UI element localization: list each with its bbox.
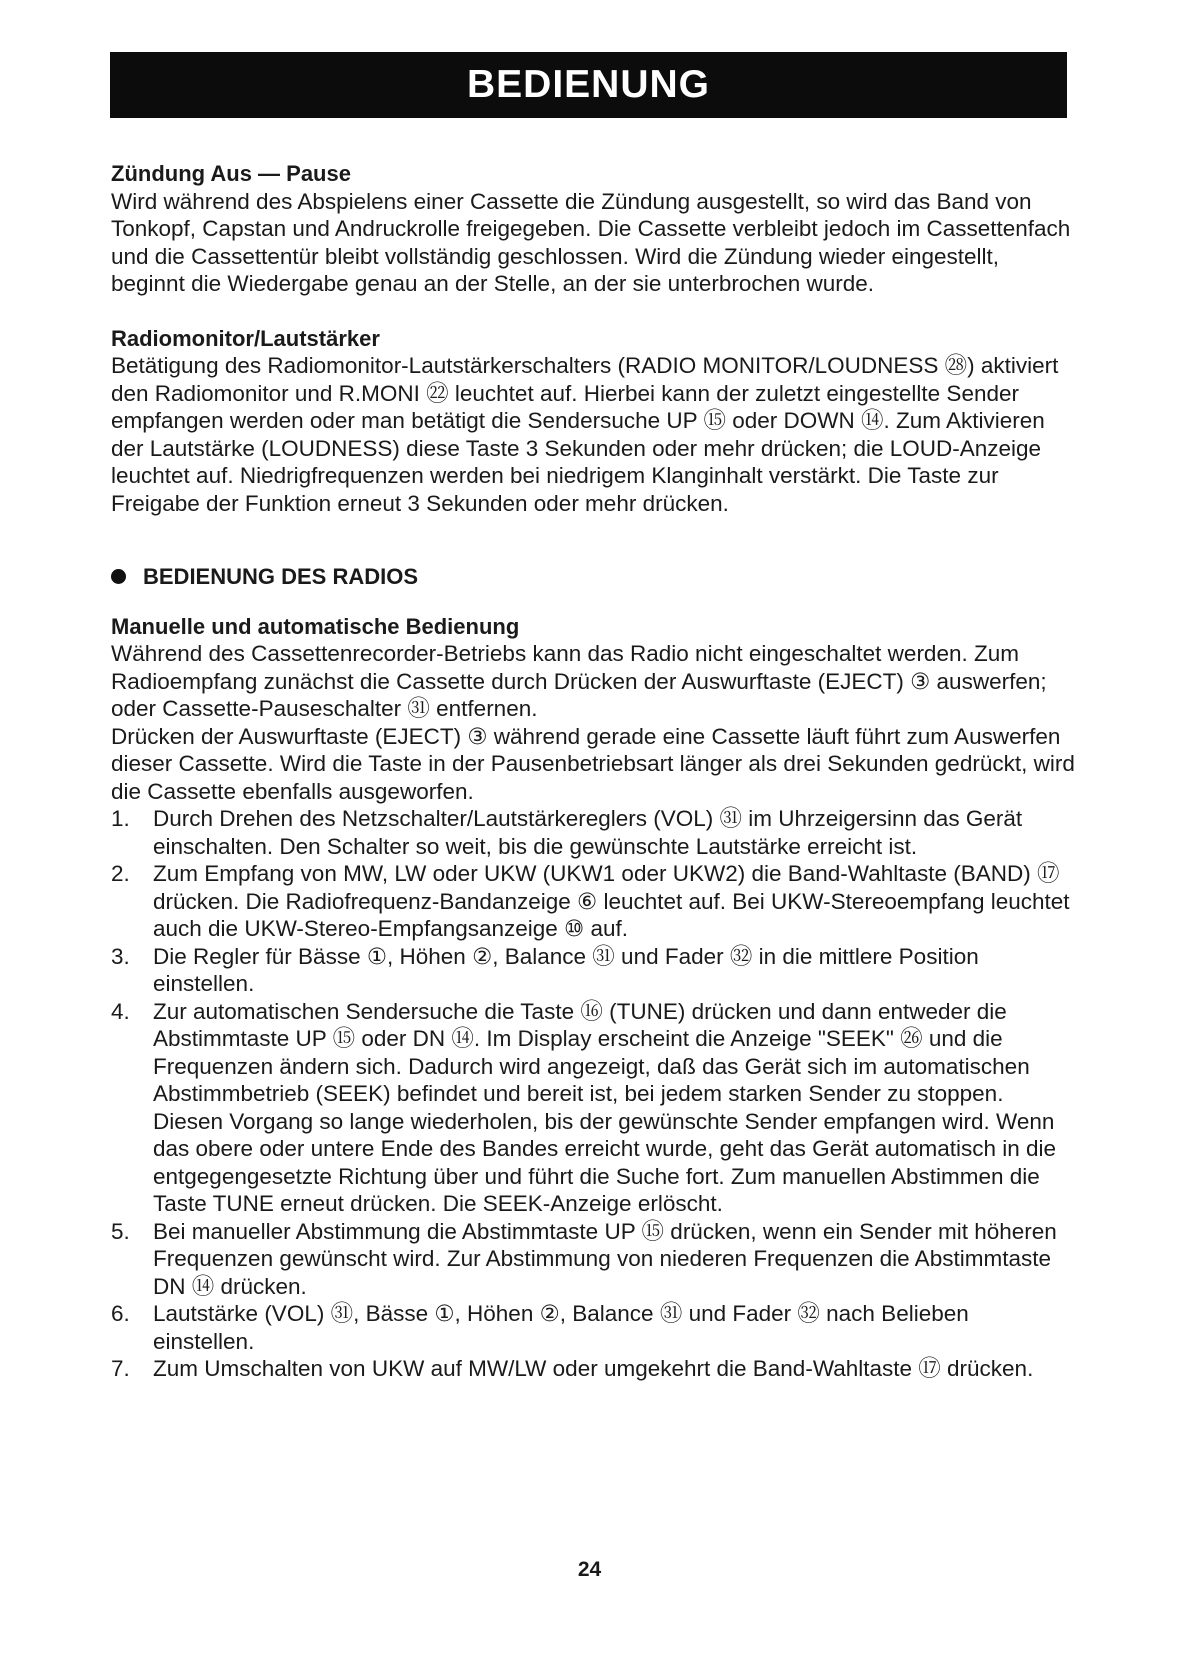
radio-section-title bbox=[111, 563, 1076, 591]
page-content bbox=[111, 160, 1076, 1383]
list-item bbox=[111, 1355, 1076, 1383]
section-heading-ignition: Zündung Aus — Pause bbox=[111, 161, 351, 186]
step-text: Zum Umschalten von UKW auf MW/LW oder umgekehrt die Band-Wahltaste ⑰ drücken. bbox=[153, 1356, 1034, 1381]
radio-subheading: Manuelle und automatische Bedienung bbox=[111, 613, 520, 639]
page-title: BEDIENUNG bbox=[466, 63, 711, 106]
step-number: 3. bbox=[111, 943, 130, 969]
page-number: 24 bbox=[577, 1558, 602, 1581]
radio-section-title-text: BEDIENUNG DES RADIOS bbox=[143, 564, 419, 589]
list-item bbox=[111, 860, 1076, 943]
step-text: Zur automatischen Sendersuche die Taste ⑯ (TUNE) drücken und dann entweder die Abstimmtaste UP ⑮ oder DN ⑭. Im Display erscheint die Anzeige "SEEK" ㉖ und die Frequenzen ändern sich. Dadurch wird angezeigt, daß das Gerät sich im automatischen Abstimmbetrieb (SEEK) befindet und bereit ist, bei jedem starken Sender zu stoppen. Diesen Vorgang so lange wiederholen, bis der gewünschte Sender empfangen wird. Wenn das obere oder untere Ende des Bandes erreicht wurde, geht das Gerät automatisch in die entgegengesetzte Richtung über und führt die Suche fort. Zum manuellen Abstimmen die Taste TUNE erneut drücken. Die SEEK-Anzeige erlöscht. bbox=[153, 998, 1057, 1216]
section-heading-radiomonitor: Radiomonitor/Lautstärker bbox=[111, 325, 380, 351]
list-item bbox=[111, 1300, 1076, 1355]
step-number: 1. bbox=[111, 806, 130, 831]
step-number: 2. bbox=[111, 861, 130, 886]
section-header-bar bbox=[110, 52, 1067, 118]
step-text: Bei manueller Abstimmung die Abstimmtaste UP ⑮ drücken, wenn ein Sender mit höheren Frequenzen gewünscht wird. Zur Abstimmung von niederen Frequenzen die Abstimmtaste DN ⑭ drücken. bbox=[153, 1218, 1057, 1299]
step-text: Die Regler für Bässe ①, Höhen ②, Balance ㉛ und Fader ㉜ in die mittlere Position einstellen. bbox=[153, 943, 979, 996]
step-number: 7. bbox=[111, 1356, 130, 1381]
radio-paragraph: Drücken der Auswurftaste (EJECT) ③ während gerade eine Cassette läuft führt zum Auswerfen dieser Cassette. Wird die Taste in der Pausenbetriebsart länger als drei Sekunden gedrückt, wird die Cassette ebenfalls ausgeworfen. bbox=[111, 723, 1075, 804]
step-text: Lautstärke (VOL) ㉛, Bässe ①, Höhen ②, Balance ㉛ und Fader ㉜ nach Belieben einstellen. bbox=[153, 1301, 969, 1354]
list-item bbox=[111, 998, 1076, 1218]
steps-list bbox=[111, 805, 1076, 1383]
section-body-radiomonitor: Betätigung des Radiomonitor-Lautstärkerschalters (RADIO MONITOR/LOUDNESS ㉘) aktiviert den Radiomonitor und R.MONI ㉒ leuchtet auf. Hierbei kann der zuletzt eingestellte Sender empfangen werden oder man betätigt die Sendersuche UP ⑮ oder DOWN ⑭. Zum Aktivieren der Lautstärke (LOUDNESS) diese Taste 3 Sekunden oder mehr drücken; die LOUD-Anzeige leuchtet auf. Niedrigfrequenzen werden bei niedrigem Klanginhalt verstärkt. Die Taste zur Freigabe der Funktion erneut 3 Sekunden oder mehr drücken. bbox=[111, 353, 1059, 516]
radio-paragraph: Während des Cassettenrecorder-Betriebs kann das Radio nicht eingeschaltet werden. Zum Radioempfang zunächst die Cassette durch Drücken der Auswurftaste (EJECT) ③ auswerfen; oder Cassette-Pauseschalter ㉛ entfernen. bbox=[111, 641, 1047, 721]
list-item bbox=[111, 805, 1076, 860]
step-number: 5. bbox=[111, 1218, 130, 1244]
step-text: Durch Drehen des Netzschalter/Lautstärkereglers (VOL) ㉛ im Uhrzeigersinn das Gerät einschalten. Den Schalter so weit, bis die gewünschte Lautstärke erreicht ist. bbox=[153, 806, 1023, 859]
section-body-ignition: Wird während des Abspielens einer Cassette die Zündung ausgestellt, so wird das Band von Tonkopf, Capstan und Andruckrolle freigegeben. Die Cassette verbleibt jedoch im Cassettenfach und die Cassettentür bleibt vollständig geschlossen. Wird die Zündung wieder eingestellt, beginnt die Wiedergabe genau an der Stelle, an der sie unterbrochen wurde. bbox=[111, 188, 1071, 296]
step-number: 4. bbox=[111, 998, 130, 1024]
bullet-icon bbox=[111, 569, 126, 584]
step-number: 6. bbox=[111, 1301, 130, 1326]
step-text: Zum Empfang von MW, LW oder UKW (UKW1 oder UKW2) die Band-Wahltaste (BAND) ⑰ drücken. Die Radiofrequenz-Bandanzeige ⑥ leuchtet auf. Bei UKW-Stereoempfang leuchtet auch die UKW-Stereo-Empfangsanzeige ⑩ auf. bbox=[153, 861, 1070, 941]
list-item bbox=[111, 943, 1076, 998]
list-item bbox=[111, 1218, 1076, 1301]
